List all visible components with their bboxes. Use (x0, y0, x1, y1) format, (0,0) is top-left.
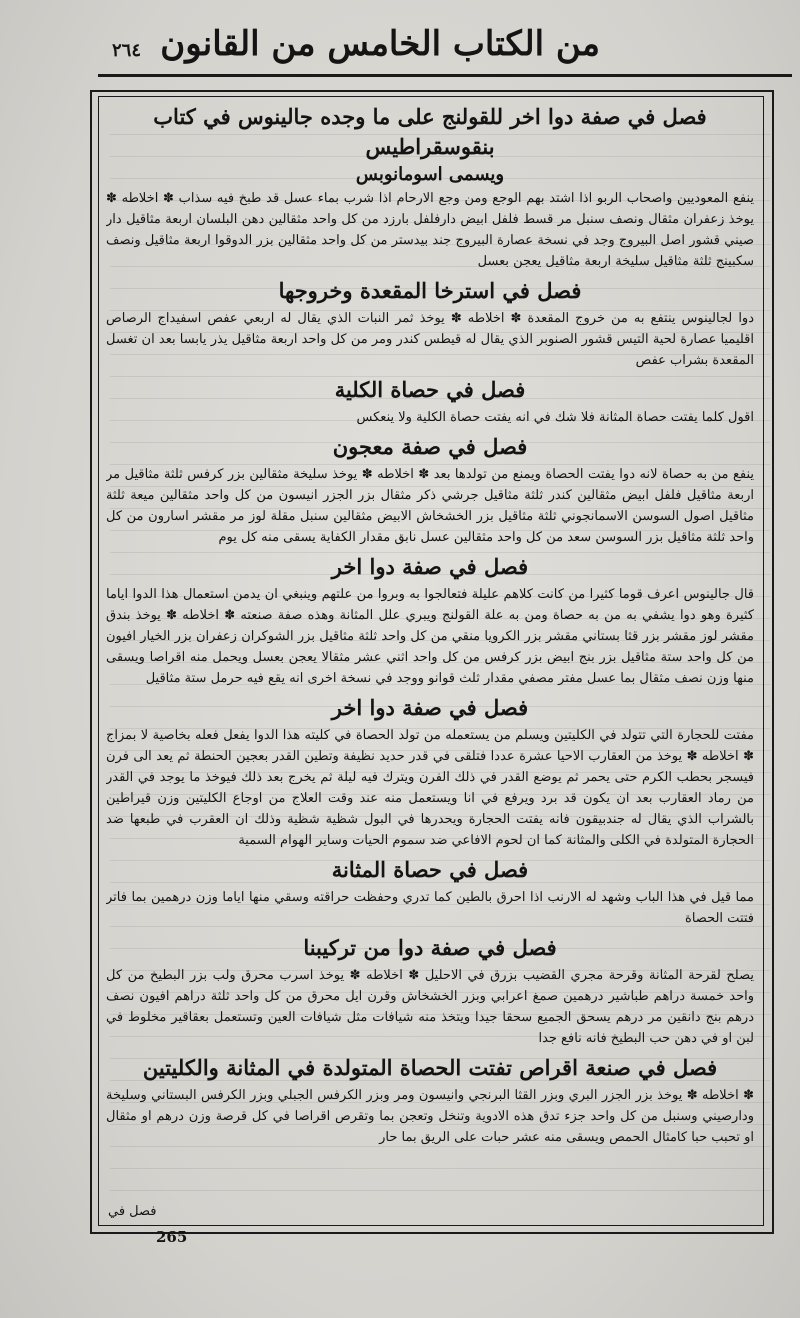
section-body: ينفع المعوديين واصحاب الربو اذا اشتد بهم الوجع ومن وجع الارحام اذا شرب بماء عسل قد طبخ فيه سذاب ✽ اخلاطه ✽ يوخذ زعفران مثقال ونصف سنبل مر قسط فلفل ابيض دارفلفل بارزد من كل واحد مثقالين دهن البلسان اربعة مثاقيل دار صيني قشور اصل البيروج وجد في نسخة عصارة البيروج جند بيدستر من كل واحد مثقالين بزر الدوقوا اربعة مثاقيل ونصف سكبينج ثلثة مثاقيل سليخة اربعة مثاقيل يعجن بعسل (106, 191, 754, 269)
section-title: فصل في صفة معجون (332, 434, 528, 459)
section-maqaada (106, 276, 754, 371)
section-title: فصل في صفة دوا اخر (331, 695, 529, 720)
header-rule (98, 74, 792, 77)
section-another-remedy-2 (106, 693, 754, 851)
section-title: فصل في صفة دوا اخر (331, 554, 529, 579)
section-title: فصل في صنعة اقراص تفتت الحصاة المتولدة في المثانة والكليتين (142, 1055, 718, 1080)
catchword: فصل في (108, 1204, 157, 1219)
section-body: ✽ اخلاطه ✽ يوخذ بزر الجزر البري وبزر القثا البرنجي وانيسون ومر وبزر الكرفس الجبلي وبزر الكرفس البستاني وسليخة ودارصيني وسنبل من كل واحد جزء تدق هذه الادوية وتنخل وتعجن بما وتقرص اقراصا في كل قرصة وزن درهم او مثقال او تحبب حبا كامثال الحمص ويسقى منه عشر حبات على الريق بما حار (106, 1088, 754, 1145)
section-title: فصل في حصاة الكلية (334, 377, 526, 402)
section-body: دوا لجالينوس ينتفع به من خروج المقعدة ✽ اخلاطه ✽ يوخذ ثمر النبات الذي يقال له اربعي عفص اسفيداج الرصاص اقليميا عصارة لحية التيس قشور الصنوبر الذي يقال له قيطس كندر ومر من كل واحد اربعة مثاقيل يذر يابسا بعد ان تغسل المقعدة بشراب عفص (106, 311, 754, 368)
section-own-compound (106, 933, 754, 1049)
text-block (106, 98, 754, 1220)
section-body: ينفع من به حصاة لانه دوا يفتت الحصاة ويمنع من تولدها بعد ✽ اخلاطه ✽ يوخذ سليخة مثقالين بزر كرفس ثلثة مثاقيل مر اربعة مثاقيل فلفل ابيض مثقالين كندر ثلثة مثاقيل جرشي ذكر مثقال بزر الجزر انيسون من كل واحد مثقالين ميعة ثلثة مثاقيل اصول السوسن الاسمانجوني ثلثة مثاقيل بزر الخشخاش الابيض مثقالين سنبل مقلة لوز مر مقشر اسارون من كل واحد ثلثة مثاقيل بزر السوسن سعد من كل واحد مثقالين عسل نابق مقدار الكفاية يسقى منه كل يوم (106, 467, 754, 545)
section-body: اقول كلما يفتت حصاة المثانة فلا شك في انه يفتت حصاة الكلية ولا ينعكس (356, 410, 754, 425)
section-qulanj (106, 102, 754, 272)
running-head: من الكتاب الخامس من القانون (160, 24, 600, 64)
section-subtitle: ويسمى اسومانوبس (355, 164, 505, 185)
footer-rule (98, 1233, 762, 1234)
page-number-arabic: ٢٦٤ (112, 40, 142, 61)
section-body: مما قيل في هذا الباب وشهد له الارنب اذا احرق بالطين كما تدري وحفظت حراقته وسقي منها اياما وزن درهمين بما فاتر فتتت الحصاة (106, 890, 754, 926)
section-tablets (106, 1053, 754, 1148)
section-title: فصل في صفة دوا اخر للقولنج على ما وجده جالينوس في كتاب بنقوسقراطيس (153, 104, 707, 159)
section-bladder-stone (106, 855, 754, 929)
section-body: يصلح لقرحة المثانة وقرحة مجري القضيب بزرق في الاحليل ✽ اخلاطه ✽ يوخذ اسرب محرق ولب بزر البطيخ من كل واحد خمسة دراهم طباشير درهمين صمغ اعرابي وبزر الخشخاش وقرن ايل محرق من كل واحد ثلثة دراهم افيون نصف درهم بنج دانقين مر درهم يسحق الجميع سحقا جيدا ويتخذ منه شيافات مثل شيافات العين وتستعمل بعقاقير مخلوط في لبن او في دهن حب البطيخ فانه نافع جدا (106, 968, 754, 1046)
section-title: فصل في استرخا المقعدة وخروجها (278, 278, 582, 303)
footer-page-number: 265 (156, 1228, 188, 1246)
section-title: فصل في صفة دوا من تركيبنا (303, 935, 557, 960)
section-body: مفتت للحجارة التي تتولد في الكليتين ويسلم من يستعمله من تولد الحصاة في كليته هذا الدوا يفعل فعله بخاصية لا بمزاج ✽ اخلاطه ✽ يوخذ من العقارب الاحيا عشرة عددا فتلقى في قدر حديد نظيفة وتطين القدر بعجين الحنطة ثم يعد الى فرن فيسجر بحطب الكرم حتى يحمر ثم يوضع القدر في ذلك الفرن ويترك فيه ليلة ثم يخرج بعد ذلك فيوخذ ما يوجد في القدر من رماد العقارب بعد ان يكون قد برد ويرفع في انا ويستعمل منه عند وقت العلاج من اوجاع الكليتين وزن قيراطين بالشراب الذي يقال له جندبيقون فانه يفتت الحجارة ويحدرها في البول شظية شظية وذلك ان العقرب في طبعها ضد الحجارة المتولدة في الكلى والمثانة كما ان لحوم الافاعي ضد سموم الحيات وساير الهوام السمية (106, 728, 754, 848)
section-body: قال جالينوس اعرف قوما كثيرا من كانت كلاهم عليلة فتعالجوا به وبروا من علتهم وينبغي ان يدمن استعمال هذا الدوا اياما كثيرة وهو دوا يشفي به من به حصاة ومن به علة القولنج ويبري علل المثانة وهذه صفة صنعته ✽ اخلاطه ✽ يوخذ بندق مقشر لوز مقشر بزر قثا بستاني مقشر بزر الكرويا منقي من كل واحد ثلثة مثاقيل بزر الشوكران زعفران بزر الخيار افيون من كل واحد ستة مثاقيل بزر بنج ابيض بزر كرفس من كل واحد اثني عشر مثقالا يعجن بعسل ويحمل منه اقراصا ويسقى منها وزن نصف مثقال بما عسل مفتر مصفي مقدار ثلث قوانو ووجد في نسخة اخرى انه يقع فيه حرمل ستة مثاقيل (106, 587, 754, 686)
section-kidney-stone (106, 375, 754, 428)
section-another-remedy-1 (106, 552, 754, 689)
section-majun (106, 432, 754, 548)
section-title: فصل في حصاة المثانة (331, 857, 529, 882)
